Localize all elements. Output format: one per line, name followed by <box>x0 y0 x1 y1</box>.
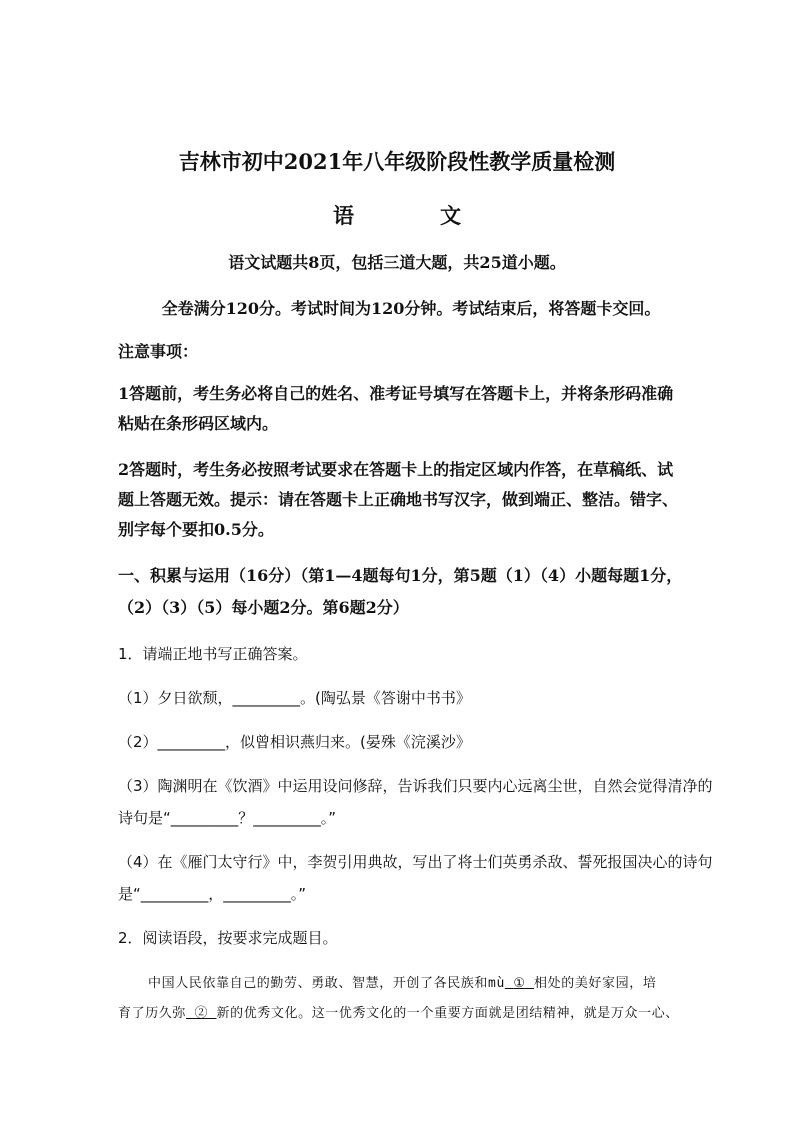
pinyin-mu: mù <box>488 976 505 991</box>
note-item-2-line-2: 题上答题无效。提示：请在答题卡上正确地书写汉字，做到端正、整洁。错字、 <box>118 490 679 509</box>
notes-heading: 注意事项： <box>118 342 199 361</box>
passage-line-1 <box>148 974 688 994</box>
subject-char-left: 语 <box>333 203 354 228</box>
passage-line-1-text-b: 相处的美好家园，培 <box>534 976 657 991</box>
passage-line-2-text-b: 新的优秀文化。这一优秀文化的一个重要方面就是团结精神，就是万众一心、 <box>216 1006 679 1021</box>
note-item-1-line-1: 1答题前，考生务必将自己的姓名、准考证号填写在答题卡上，并将条形码准确 <box>118 384 674 403</box>
note-item-1-line-2: 粘贴在条形码区域内。 <box>118 414 279 433</box>
question-2-stem: 2．阅读语段，按要求完成题目。 <box>118 929 338 947</box>
note-item-2-line-1: 2答题时，考生务必按照考试要求在答题卡上的指定区域内作答，在草稿纸、试 <box>118 460 674 479</box>
info-time-line: 全卷满分120分。考试时间为120分钟。考试结束后，将答题卡交回。 <box>161 299 661 318</box>
blank-1 <box>505 976 534 991</box>
page-title: 吉林市初中2021年八年级阶段性教学质量检测 <box>178 149 616 174</box>
question-1-part-3-line-2: 诗句是“_________？_________。” <box>118 809 337 827</box>
question-1-part-4-line-1: （4）在《雁门太守行》中，李贺引用典故，写出了将士们英勇杀敌、誓死报国决心的诗句 <box>118 853 713 871</box>
question-1-part-2: （2）_________，似曾相识燕归来。(晏殊《浣溪沙》 <box>118 733 471 751</box>
question-1-part-1: （1）夕日欲颓，_________。(陶弘景《答谢中书书》 <box>118 689 471 707</box>
blank-2-label: ② <box>194 1006 209 1021</box>
info-pages-line: 语文试题共8页，包括三道大题，共25道小题。 <box>228 253 566 272</box>
passage-line-1-text-a: 中国人民依靠自己的勤劳、勇敢、智慧，开创了各民族和 <box>148 976 489 991</box>
passage-line-2 <box>118 1004 688 1024</box>
question-1-stem: 1．请端正地书写正确答案。 <box>118 645 308 663</box>
question-1-part-3-line-1: （3）陶渊明在《饮酒》中运用设问修辞，告诉我们只要内心远离尘世，自然会觉得清净的 <box>118 777 713 795</box>
section-1-heading-line-2: （2）（3）（5）每小题2分。第6题2分） <box>118 598 409 617</box>
note-item-2-line-3: 别字每个要扣0.5分。 <box>118 520 274 539</box>
section-1-heading-line-1: 一、积累与运用（16分）（第1—4题每句1分，第5题（1）（4）小题每题1分， <box>118 566 683 585</box>
blank-2 <box>186 1006 216 1021</box>
blank-1-label: ① <box>513 976 526 991</box>
subject-char-right: 文 <box>440 203 461 228</box>
passage-line-2-text-a: 育了历久弥 <box>118 1006 187 1021</box>
question-1-part-4-line-2: 是“_________，_________。” <box>118 885 307 903</box>
